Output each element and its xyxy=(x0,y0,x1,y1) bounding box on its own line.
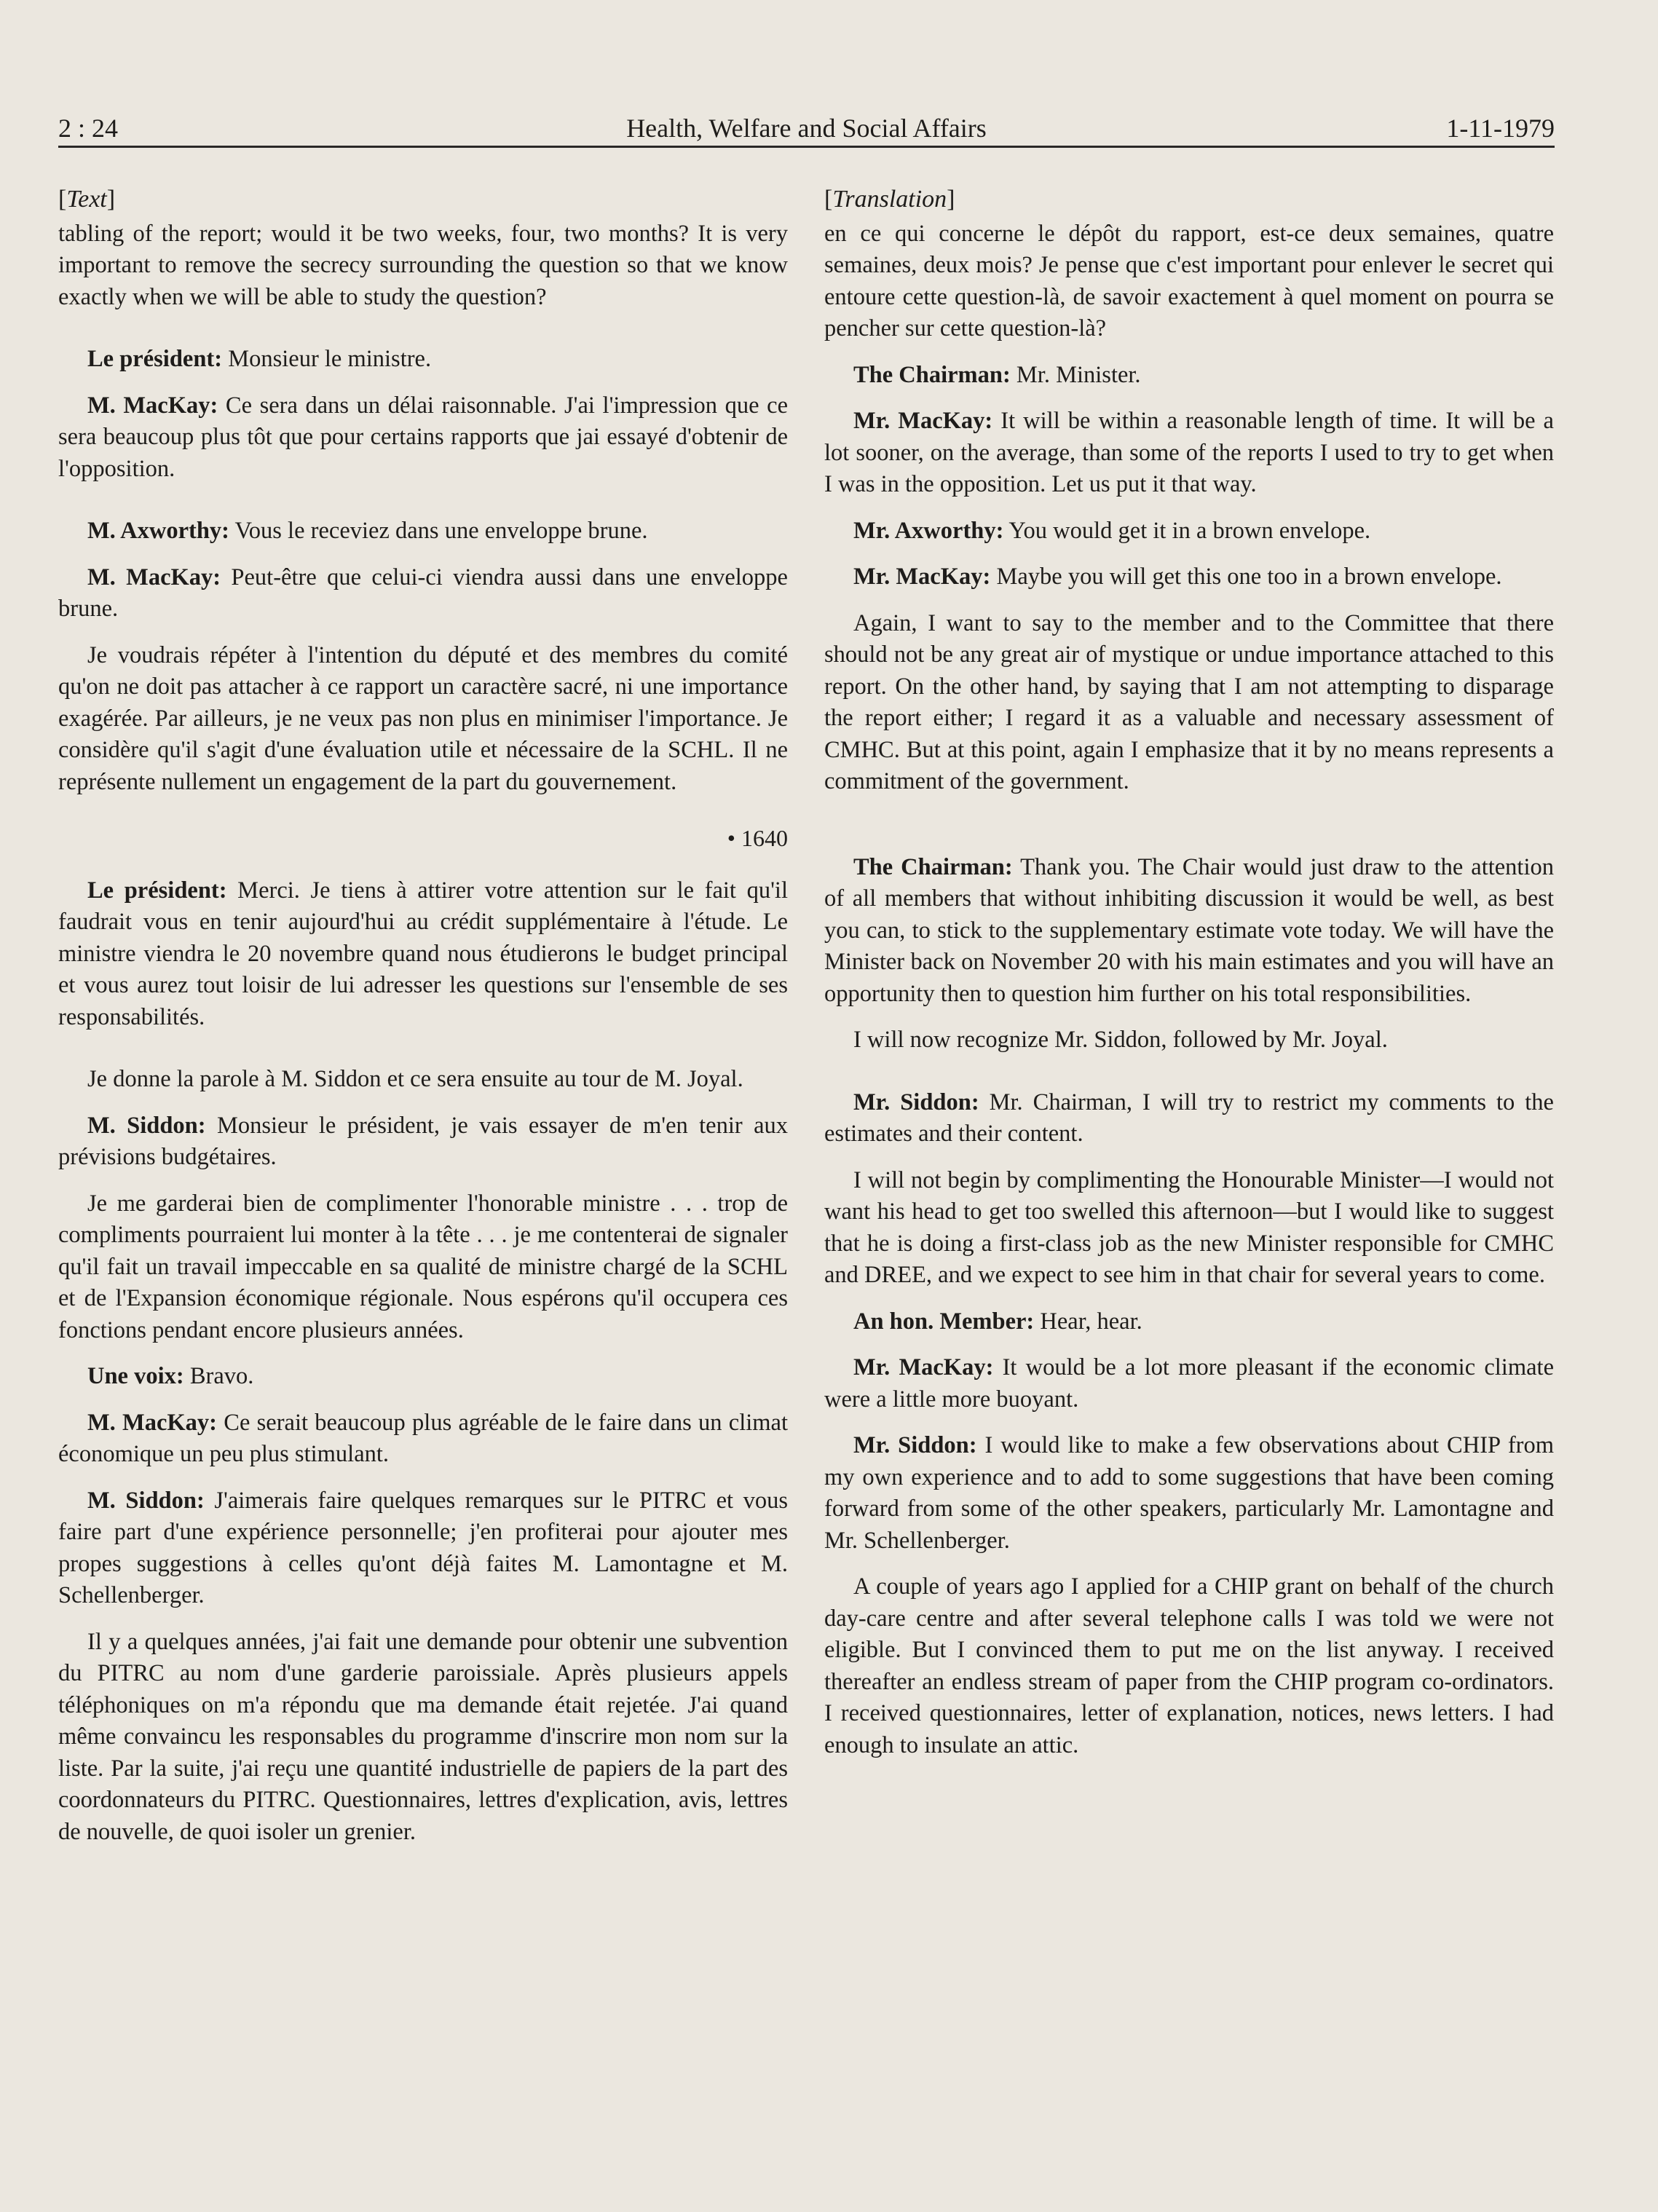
speaker-name: M. Siddon: xyxy=(87,1112,206,1139)
speaker-name: The Chairman: xyxy=(853,361,1011,388)
speaker-name: The Chairman: xyxy=(853,853,1013,880)
paragraph: M. Axworthy: Vous le receviez dans une enveloppe brune. xyxy=(87,518,648,544)
paragraph: M. MacKay: Ce sera dans un délai raisonnable. J'ai l'impression que ce sera beaucoup plus tôt que pour certains rapports que jai essayé d'obtenir de l'opposition. xyxy=(58,392,788,482)
paragraph: Une voix: Bravo. xyxy=(87,1363,254,1389)
paragraph: I will not begin by complimenting the Honourable Minister—I would not want his head to get too swelled this afternoon—but I would like to suggest that he is doing a first-class job as the new Minister responsible for CMHC and DREE, and we expect to see him in that chair for several years to come. xyxy=(824,1166,1554,1288)
paragraph: Mr. Axworthy: You would get it in a brown envelope. xyxy=(853,517,1371,544)
paragraph: Mr. MacKay: It will be within a reasonable length of time. It will be a lot sooner, on the average, than some of the reports I used to try to get when I was in the opposition. Let us put it that way. xyxy=(824,408,1554,497)
time-marker: • 1640 xyxy=(727,825,788,851)
paragraph: Mr. MacKay: Maybe you will get this one too in a brown envelope. xyxy=(853,564,1502,590)
language-tag: [Translation] xyxy=(824,186,955,213)
speaker-name: Une voix: xyxy=(87,1363,184,1389)
paragraph: I will now recognize Mr. Siddon, followed by Mr. Joyal. xyxy=(853,1027,1388,1053)
publication-title: Health, Welfare and Social Affairs xyxy=(626,114,987,143)
running-head xyxy=(58,111,1555,148)
paragraph: M. MacKay: Peut-être que celui-ci viendra aussi dans une enveloppe brune. xyxy=(58,564,788,622)
paragraph: Mr. MacKay: It would be a lot more pleasant if the economic climate were a little more buoyant. xyxy=(824,1354,1554,1413)
paragraph: Le président: Merci. Je tiens à attirer votre attention sur le fait qu'il faudrait vous en tenir aujourd'hui au crédit supplémentaire à l'étude. Le ministre viendra le 20 novembre quand nous étudierons le budget principal et vous aurez tout loisir de lui adresser les questions sur l'ensemble de ses responsabilités. xyxy=(58,877,788,1030)
right-column xyxy=(824,183,1554,1776)
paragraph: Mr. Siddon: Mr. Chairman, I will try to restrict my comments to the estimates and their content. xyxy=(824,1089,1554,1147)
speaker-name: An hon. Member: xyxy=(853,1308,1035,1335)
speaker-name: Mr. MacKay: xyxy=(853,408,993,434)
speaker-name: M. Axworthy: xyxy=(87,518,229,544)
speaker-name: M. MacKay: xyxy=(87,1409,218,1436)
paragraph: Again, I want to say to the member and to the Committee that there should not be any great air of mystique or undue importance attached to this report. On the other hand, by saying that I am not attempting to disparage the report either; I regard it as a valuable and necessary assessment of CMHC. But at this point, again I emphasize that it by no means represents a commitment of the government. xyxy=(824,609,1554,794)
speaker-name: Le président: xyxy=(87,877,227,904)
speaker-name: Le président: xyxy=(87,346,223,372)
paragraph: Il y a quelques années, j'ai fait une demande pour obtenir une subvention du PITRC au nom d'une garderie paroissiale. Après plusieurs appels téléphoniques on m'a répondu que ma demande était rejetée. J'ai quand même convaincu les responsables du programme d'inscrire mon nom sur la liste. Par la suite, j'ai reçu une quantité industrielle de papiers de la part des coordonnateurs du PITRC. Questionnaires, lettres d'explication, avis, lettres de nouvelle, de quoi isoler un grenier. xyxy=(58,1628,788,1845)
speaker-name: Mr. MacKay: xyxy=(853,1354,994,1380)
paragraph: Le président: Monsieur le ministre. xyxy=(87,346,432,372)
paragraph: Je me garderai bien de complimenter l'honorable ministre . . . trop de compliments pourraient lui monter à la tête . . . je me contenterai de signaler qu'il fait un travail impeccable en sa qualité de ministre chargé de la SCHL et de l'Expansion économique régionale. Nous espérons qu'il occupera ces fonctions pendant encore plusieurs années. xyxy=(58,1190,788,1343)
speaker-name: Mr. Siddon: xyxy=(853,1089,979,1115)
paragraph: A couple of years ago I applied for a CHIP grant on behalf of the church day-care centre and after several telephone calls I was told we were not eligible. But I convinced them to put me on the list anyway. I received thereafter an endless stream of paper from the CHIP program co-ordinators. I received questionnaires, letter of explanation, notices, news letters. I had enough to insulate an attic. xyxy=(824,1573,1554,1758)
left-column xyxy=(58,183,788,1863)
speaker-name: M. MacKay: xyxy=(87,392,218,419)
sitting-date: 1-11-1979 xyxy=(1446,114,1555,143)
language-tag: [Text] xyxy=(58,186,116,213)
paragraph: tabling of the report; would it be two weeks, four, two months? It is very important to remove the secrecy surrounding the question so that we know exactly when we will be able to study the question? xyxy=(58,220,788,310)
paragraph: Je donne la parole à M. Siddon et ce sera ensuite au tour de M. Joyal. xyxy=(87,1066,743,1092)
speaker-name: Mr. Axworthy: xyxy=(853,517,1004,544)
page-number: 2 : 24 xyxy=(58,114,119,143)
speaker-name: Mr. Siddon: xyxy=(853,1432,977,1458)
paragraph: Mr. Siddon: I would like to make a few observations about CHIP from my own experience and to add to some suggestions that have been coming forward from some of the other speakers, particularly Mr. Lamontagne and Mr. Schellenberger. xyxy=(824,1432,1554,1554)
paragraph: en ce qui concerne le dépôt du rapport, est-ce deux semaines, quatre semaines, deux mois? Je pense que c'est important pour enlever le secret qui entoure cette question-là, de savoir exactement à quel moment on pourra se pencher sur cette question-là? xyxy=(824,220,1554,341)
speaker-name: M. MacKay: xyxy=(87,564,221,590)
paragraph: An hon. Member: Hear, hear. xyxy=(853,1308,1142,1335)
speaker-name: M. Siddon: xyxy=(87,1487,205,1514)
speaker-name: Mr. MacKay: xyxy=(853,564,991,590)
paragraph: M. Siddon: J'aimerais faire quelques remarques sur le PITRC et vous faire part d'une expérience personnelle; j'en profiterai pour ajouter mes propes suggestions à celles qu'ont déjà faites M. Lamontagne et M. Schellenberger. xyxy=(58,1487,789,1608)
paragraph: The Chairman: Mr. Minister. xyxy=(853,361,1141,388)
paragraph: M. Siddon: Monsieur le président, je vais essayer de m'en tenir aux prévisions budgétaires. xyxy=(58,1112,788,1170)
paragraph: The Chairman: Thank you. The Chair would just draw to the attention of all members that without inhibiting discussion it would be well, as best you can, to stick to the supplementary estimate vote today. We will have the Minister back on November 20 with his main estimates and you will have an opportunity then to question him further on his total responsibilities. xyxy=(824,853,1554,1007)
paragraph: M. MacKay: Ce serait beaucoup plus agréable de le faire dans un climat économique un peu plus stimulant. xyxy=(58,1409,788,1467)
paragraph: Je voudrais répéter à l'intention du député et des membres du comité qu'on ne doit pas attacher à ce rapport un caractère sacré, ni une importance exagérée. Par ailleurs, je ne veux pas non plus en minimiser l'importance. Je considère qu'il s'agit d'une évaluation utile et nécessaire de la SCHL. Il ne représente nullement un engagement de la part du gouvernement. xyxy=(58,641,788,795)
